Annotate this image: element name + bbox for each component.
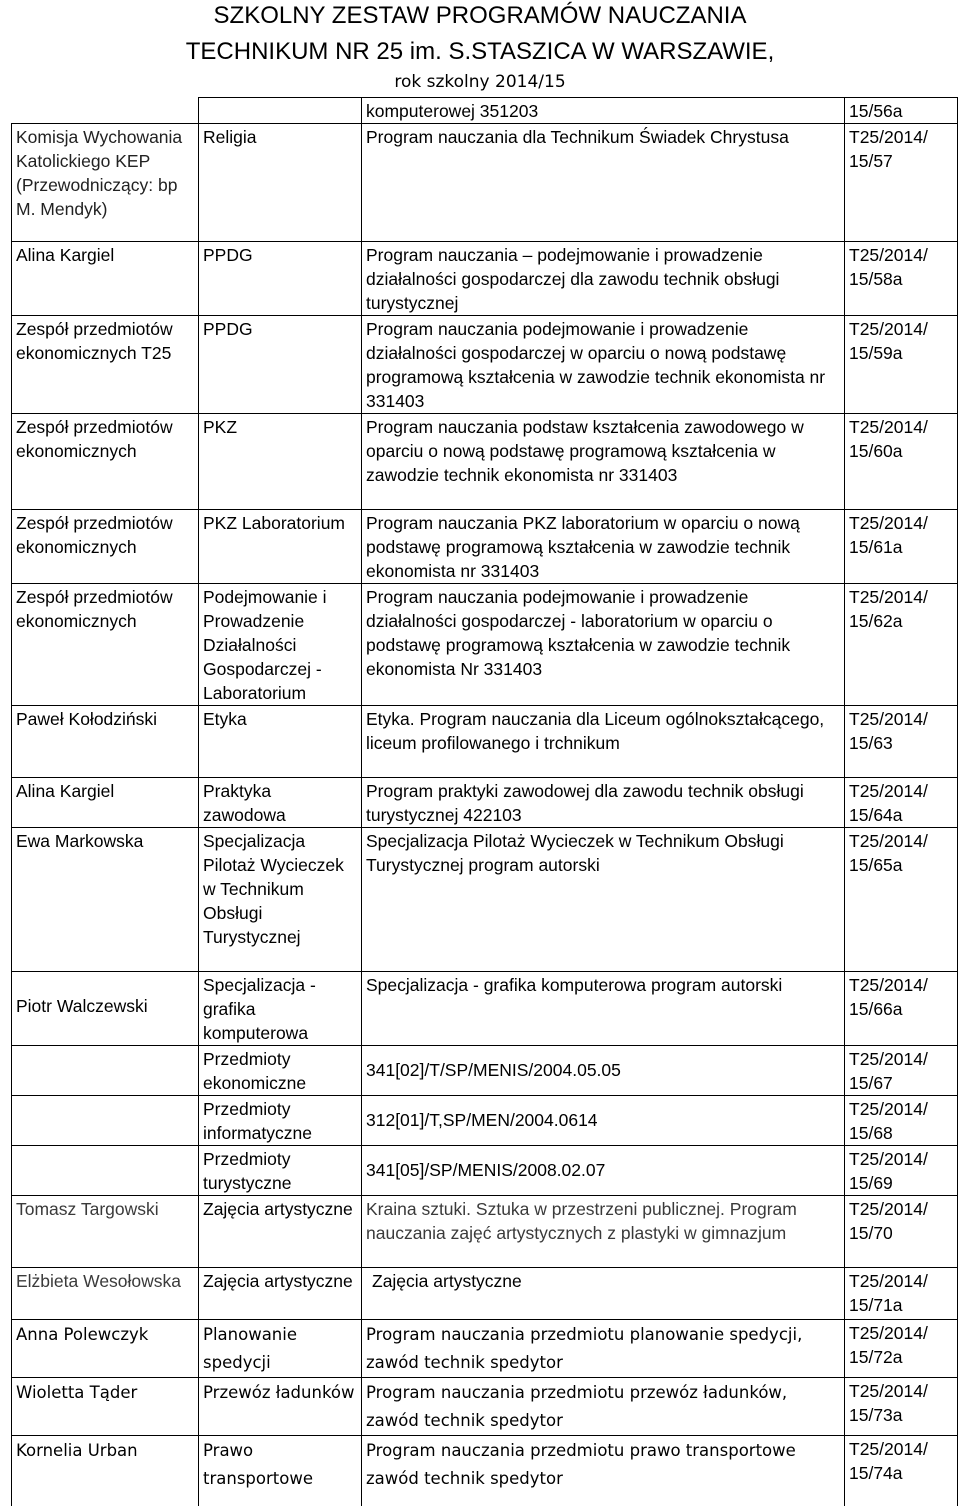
school-name: TECHNIKUM NR 25 im. S.STASZICA W WARSZAWIE, [185,38,775,65]
program-cell: Program nauczania PKZ laboratorium w oparciu o nową podstawę programową kształcenia w zawodzie technik ekonomista nr 331403 [362,510,845,584]
table-row [12,706,958,778]
teacher-cell [12,1046,199,1096]
table-row [12,124,958,242]
table-row [12,510,958,584]
number-cell: T25/2014/ 15/73a [845,1378,958,1436]
teacher-cell: Wioletta Tąder [12,1378,199,1436]
program-cell: Program nauczania przedmiotu przewóz ładunków, zawód technik spedytor [362,1378,845,1436]
number-cell: T25/2014/ 15/62a [845,584,958,706]
subject-cell: Prawo transportowe [199,1436,362,1506]
program-cell: 312[01]/T,SP/MEN/2004.0614 [362,1096,845,1146]
program-cell: Specjalizacja Pilotaż Wycieczek w Technikum Obsługi Turystycznej program autorski [362,828,845,972]
subject-cell: Przewóz ładunków [199,1378,362,1436]
table-row [12,1146,958,1196]
table-row [12,778,958,828]
table-row [12,972,958,1046]
table-row [12,1046,958,1096]
school-year: rok szkolny 2014/15 [394,72,566,92]
program-cell: Program nauczania podejmowanie i prowadzenie działalności gospodarczej - laboratorium w oparciu o podstawę programową kształcenia w zawodzie technik ekonomista Nr 331403 [362,584,845,706]
teacher-cell: Zespół przedmiotów ekonomicznych [12,414,199,510]
subject-cell: Podejmowanie i Prowadzenie Działalności Gospodarczej - Laboratorium [199,584,362,706]
table-row [12,242,958,316]
subject-cell: Etyka [199,706,362,778]
program-cell: Etyka. Program nauczania dla Liceum ogólnokształcącego, liceum profilowanego i trchnikum [362,706,845,778]
program-cell: Program nauczania podejmowanie i prowadzenie działalności gospodarczej w oparciu o nową podstawę programową kształcenia w zawodzie technik ekonomista nr 331403 [362,316,845,414]
teacher-cell: Alina Kargiel [12,778,199,828]
table-row [12,584,958,706]
subject-cell: Przedmioty turystyczne [199,1146,362,1196]
subject-cell: Zajęcia artystyczne [199,1196,362,1268]
teacher-cell: Tomasz Targowski [12,1196,199,1268]
teacher-cell [12,98,199,124]
program-cell: Program nauczania dla Technikum Świadek Chrystusa [362,124,845,242]
subject-cell: Przedmioty ekonomiczne [199,1046,362,1096]
number-cell: T25/2014/ 15/70 [845,1196,958,1268]
program-cell: Program nauczania podstaw kształcenia zawodowego w oparciu o nową podstawę programową kształcenia w zawodzie technik ekonomista nr 331403 [362,414,845,510]
table-row [12,316,958,414]
table-row [12,1378,958,1436]
teacher-cell: Kornelia Urban [12,1436,199,1506]
subject-cell: Planowanie spedycji [199,1320,362,1378]
subject-cell: PPDG [199,242,362,316]
subject-cell: Religia [199,124,362,242]
program-cell: Zajęcia artystyczne [362,1268,845,1320]
program-cell: Program nauczania przedmiotu prawo transportowe zawód technik spedytor [362,1436,845,1506]
teacher-cell: Anna Polewczyk [12,1320,199,1378]
number-cell: T25/2014/ 15/67 [845,1046,958,1096]
number-cell: T25/2014/ 15/74a [845,1436,958,1506]
teacher-cell: Alina Kargiel [12,242,199,316]
subject-cell: PKZ [199,414,362,510]
document-title: SZKOLNY ZESTAW PROGRAMÓW NAUCZANIA [213,2,747,29]
number-cell: T25/2014/ 15/69 [845,1146,958,1196]
program-cell: Program praktyki zawodowej dla zawodu technik obsługi turystycznej 422103 [362,778,845,828]
program-cell: Specjalizacja - grafika komputerowa program autorski [362,972,845,1046]
number-cell: T25/2014/ 15/57 [845,124,958,242]
table-row [12,828,958,972]
subject-cell: Specjalizacja Pilotaż Wycieczek w Technikum Obsługi Turystycznej [199,828,362,972]
teacher-cell: Zespół przedmiotów ekonomicznych [12,510,199,584]
teacher-cell: Zespół przedmiotów ekonomicznych T25 [12,316,199,414]
subject-cell: Praktyka zawodowa [199,778,362,828]
number-cell: T25/2014/ 15/65a [845,828,958,972]
teacher-cell: Elżbieta Wesołowska [12,1268,199,1320]
teacher-cell: Komisja Wychowania Katolickiego KEP (Przewodniczący: bp M. Mendyk) [12,124,199,242]
table-row [12,1268,958,1320]
program-cell: Program nauczania przedmiotu planowanie spedycji, zawód technik spedytor [362,1320,845,1378]
teacher-cell: Piotr Walczewski [12,972,199,1046]
number-cell: T25/2014/ 15/60a [845,414,958,510]
program-cell: 341[02]/T/SP/MENIS/2004.05.05 [362,1046,845,1096]
table-row [12,414,958,510]
number-cell: T25/2014/ 15/66a [845,972,958,1046]
number-cell: T25/2014/ 15/64a [845,778,958,828]
subject-cell: PKZ Laboratorium [199,510,362,584]
number-cell: T25/2014/ 15/63 [845,706,958,778]
table-row [12,1436,958,1506]
program-cell: 341[05]/SP/MENIS/2008.02.07 [362,1146,845,1196]
number-cell: 15/56a [845,98,958,124]
table-row [12,1320,958,1378]
subject-cell: Zajęcia artystyczne [199,1268,362,1320]
program-cell: Kraina sztuki. Sztuka w przestrzeni publicznej. Program nauczania zajęć artystycznych z plastyki w gimnazjum [362,1196,845,1268]
number-cell: T25/2014/ 15/72a [845,1320,958,1378]
number-cell: T25/2014/ 15/58a [845,242,958,316]
number-cell: T25/2014/ 15/61a [845,510,958,584]
number-cell: T25/2014/ 15/68 [845,1096,958,1146]
program-cell: komputerowej 351203 [362,98,845,124]
subject-cell [199,98,362,124]
teacher-cell: Ewa Markowska [12,828,199,972]
table-row [12,1096,958,1146]
programs-table [11,97,958,1506]
table-row [12,1196,958,1268]
teacher-cell [12,1146,199,1196]
number-cell: T25/2014/ 15/59a [845,316,958,414]
subject-cell: PPDG [199,316,362,414]
teacher-cell [12,1096,199,1146]
table-row [12,98,958,124]
subject-cell: Specjalizacja - grafika komputerowa [199,972,362,1046]
program-cell: Program nauczania – podejmowanie i prowadzenie działalności gospodarczej dla zawodu technik obsługi turystycznej [362,242,845,316]
teacher-cell: Zespół przedmiotów ekonomicznych [12,584,199,706]
number-cell: T25/2014/ 15/71a [845,1268,958,1320]
teacher-cell: Paweł Kołodziński [12,706,199,778]
subject-cell: Przedmioty informatyczne [199,1096,362,1146]
